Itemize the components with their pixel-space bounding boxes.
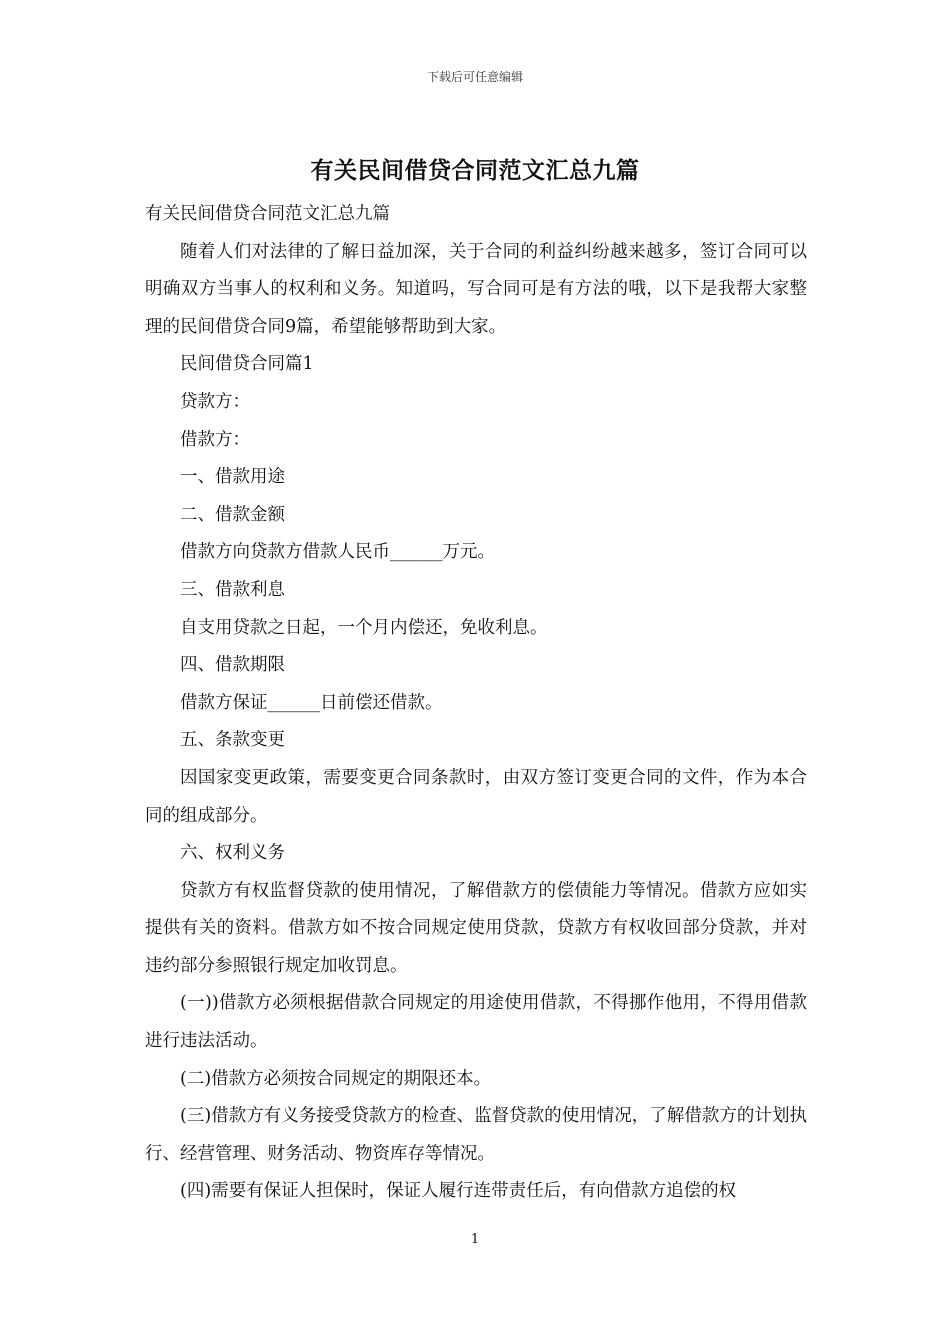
- borrower-field: 借款方：: [180, 429, 250, 450]
- amount-clause: 借款方向贷款方借款人民币______万元。: [180, 542, 495, 563]
- section-heading-amount: 二、借款金额: [180, 504, 285, 525]
- section-heading-term: 四、借款期限: [180, 655, 285, 676]
- obligation-item-1: (一))借款方必须根据借款合同规定的用途使用借款，不得挪作他用，不得用借款进行违法活动。: [145, 993, 807, 1052]
- lender-field: 贷款方：: [180, 391, 250, 412]
- contract-heading: 民间借贷合同篇1: [180, 354, 314, 375]
- section-heading-rights: 六、权利义务: [180, 843, 285, 864]
- document-body: [145, 196, 807, 1211]
- intro-paragraph: 随着人们对法律的了解日益加深，关于合同的利益纠纷越来越多，签订合同可以明确双方当事人的权利和义务。知道吗，写合同可是有方法的哦，以下是我帮大家整理的民间借贷合同9篇，希望能够帮助到大家。: [145, 241, 807, 337]
- obligation-item-4: (四)需要有保证人担保时，保证人履行连带责任后，有向借款方追偿的权: [180, 1181, 737, 1202]
- section-heading-changes: 五、条款变更: [180, 730, 285, 751]
- changes-clause: 因国家变更政策，需要变更合同条款时，由双方签订变更合同的文件，作为本合同的组成部分。: [145, 767, 807, 826]
- subtitle-paragraph: 有关民间借贷合同范文汇总九篇: [145, 204, 390, 224]
- page-number: 1: [470, 1232, 480, 1247]
- section-heading-interest: 三、借款利息: [180, 579, 285, 600]
- obligation-item-3: (三)借款方有义务接受贷款方的检查、监督贷款的使用情况，了解借款方的计划执行、经营管理、财务活动、物资库存等情况。: [145, 1106, 807, 1164]
- rights-clause: 贷款方有权监督贷款的使用情况，了解借款方的偿债能力等情况。借款方应如实提供有关的资料。借款方如不按合同规定使用贷款，贷款方有权收回部分贷款，并对违约部分参照银行规定加收罚息。: [145, 880, 807, 976]
- document-title: 有关民间借贷合同范文汇总九篇: [310, 157, 640, 184]
- section-heading-purpose: 一、借款用途: [180, 467, 285, 488]
- term-clause: 借款方保证______日前偿还借款。: [180, 692, 443, 713]
- interest-clause: 自支用贷款之日起，一个月内偿还，免收利息。: [180, 617, 548, 638]
- obligation-item-2: (二)借款方必须按合同规定的期限还本。: [180, 1068, 492, 1089]
- page-header-note: 下载后可任意编辑: [426, 70, 523, 84]
